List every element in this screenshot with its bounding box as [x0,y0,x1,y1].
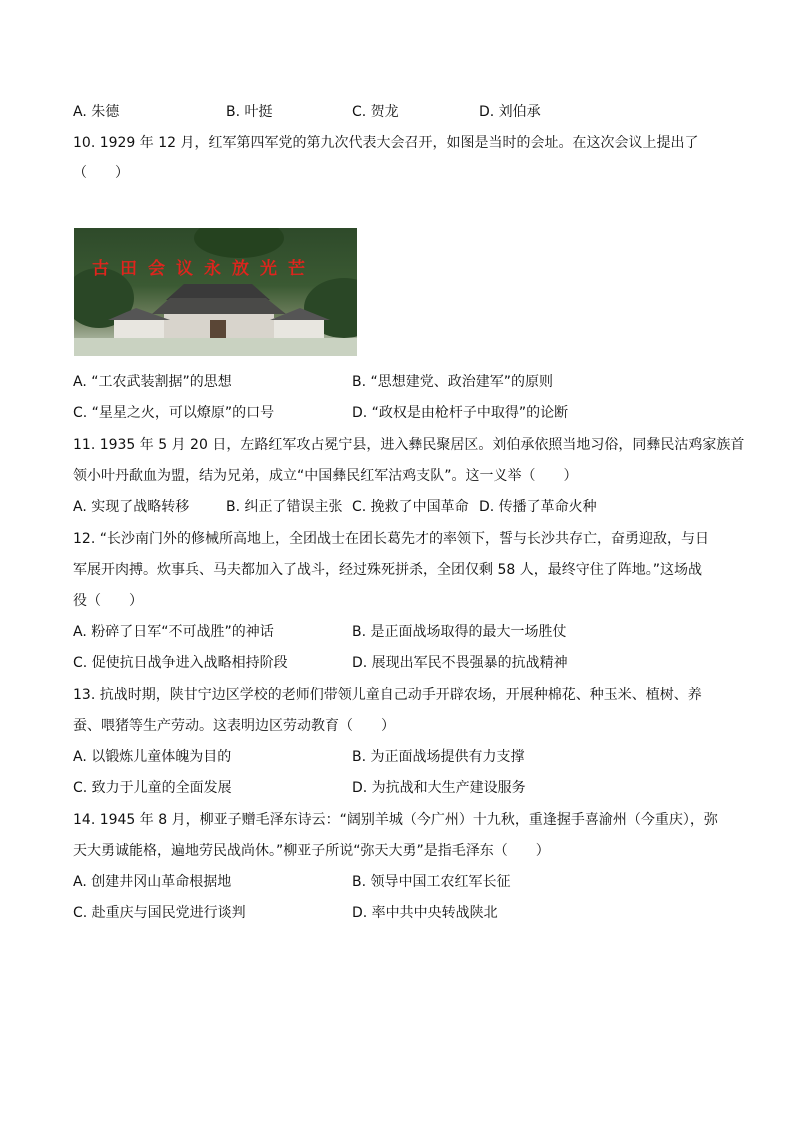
q14-stem-line2: 天大勇诚能格，遍地劳民战尚休。”柳亚子所说“弥天大勇”是指毛泽东（ ） [73,843,550,859]
q9-option-c: C. 贺龙 [352,104,399,120]
q14-option-a: A. 创建井冈山革命根据地 [73,874,232,890]
q13-stem-line2: 蚕、喂猪等生产劳动。这表明边区劳动教育（ ） [73,718,395,734]
q10-option-a: A. “工农武装割据”的思想 [73,374,232,390]
q10-stem-line2: （ ） [73,165,129,181]
q14-option-b: B. 领导中国工农红军长征 [352,874,511,890]
q13-option-c: C. 致力于儿童的全面发展 [73,780,232,796]
q11-option-a: A. 实现了战略转移 [73,499,190,515]
q12-stem-line3: 役（ ） [73,593,143,609]
q13-option-a: A. 以锻炼儿童体魄为目的 [73,749,232,765]
q12-stem-line2: 军展开肉搏。炊事兵、马夫都加入了战斗，经过殊死拼杀，全团仅剩 58 人，最终守住了阵地。”这场战 [73,562,702,578]
q10-option-d: D. “政权是由枪杆子中取得”的论断 [352,405,569,421]
q9-option-b: B. 叶挺 [226,104,273,120]
q13-option-d: D. 为抗战和大生产建设服务 [352,780,526,796]
q11-stem-line2: 领小叶丹歃血为盟，结为兄弟，成立“中国彝民红军沽鸡支队”。这一义举（ ） [73,468,578,484]
q13-stem-line1: 13. 抗战时期，陕甘宁边区学校的老师们带领儿童自己动手开辟农场，开展种棉花、种玉米、植树、养 [73,687,702,703]
q12-stem-line1: 12. “长沙南门外的修械所高地上，全团战士在团长葛先才的率领下，誓与长沙共存亡，奋勇迎敌，与日 [73,531,709,547]
q9-option-a: A. 朱德 [73,104,120,120]
q11-option-d: D. 传播了革命火种 [479,499,597,515]
q11-option-c: C. 挽救了中国革命 [352,499,469,515]
photo-banner: 古田会议永放光芒 [92,259,316,279]
q14-stem-line1: 14. 1945 年 8 月，柳亚子赠毛泽东诗云：“阔别羊城（今广州）十九秋，重逢握手喜渝州（今重庆），弥 [73,812,718,828]
q12-option-d: D. 展现出军民不畏强暴的抗战精神 [352,655,568,671]
q10-stem-line1: 10. 1929 年 12 月，红军第四军党的第九次代表大会召开，如图是当时的会址。在这次会议上提出了 [73,135,699,151]
q10-option-b: B. “思想建党、政治建军”的原则 [352,374,554,390]
q14-option-d: D. 率中共中央转战陕北 [352,905,498,921]
q14-option-c: C. 赴重庆与国民党进行谈判 [73,905,246,921]
q11-stem-line1: 11. 1935 年 5 月 20 日，左路红军攻占冕宁县，进入彝民聚居区。刘伯承依照当地习俗，同彝民沽鸡家族首 [73,437,745,453]
building-illustration [74,228,357,356]
q11-option-b: B. 纠正了错误主张 [226,499,343,515]
q12-option-b: B. 是正面战场取得的最大一场胜仗 [352,624,567,640]
q12-option-c: C. 促使抗日战争进入战略相持阶段 [73,655,288,671]
gutian-meeting-site-photo [74,228,357,356]
q12-option-a: A. 粉碎了日军“不可战胜”的神话 [73,624,274,640]
q10-option-c: C. “星星之火，可以燎原”的口号 [73,405,275,421]
q9-option-d: D. 刘伯承 [479,104,541,120]
q13-option-b: B. 为正面战场提供有力支撑 [352,749,525,765]
